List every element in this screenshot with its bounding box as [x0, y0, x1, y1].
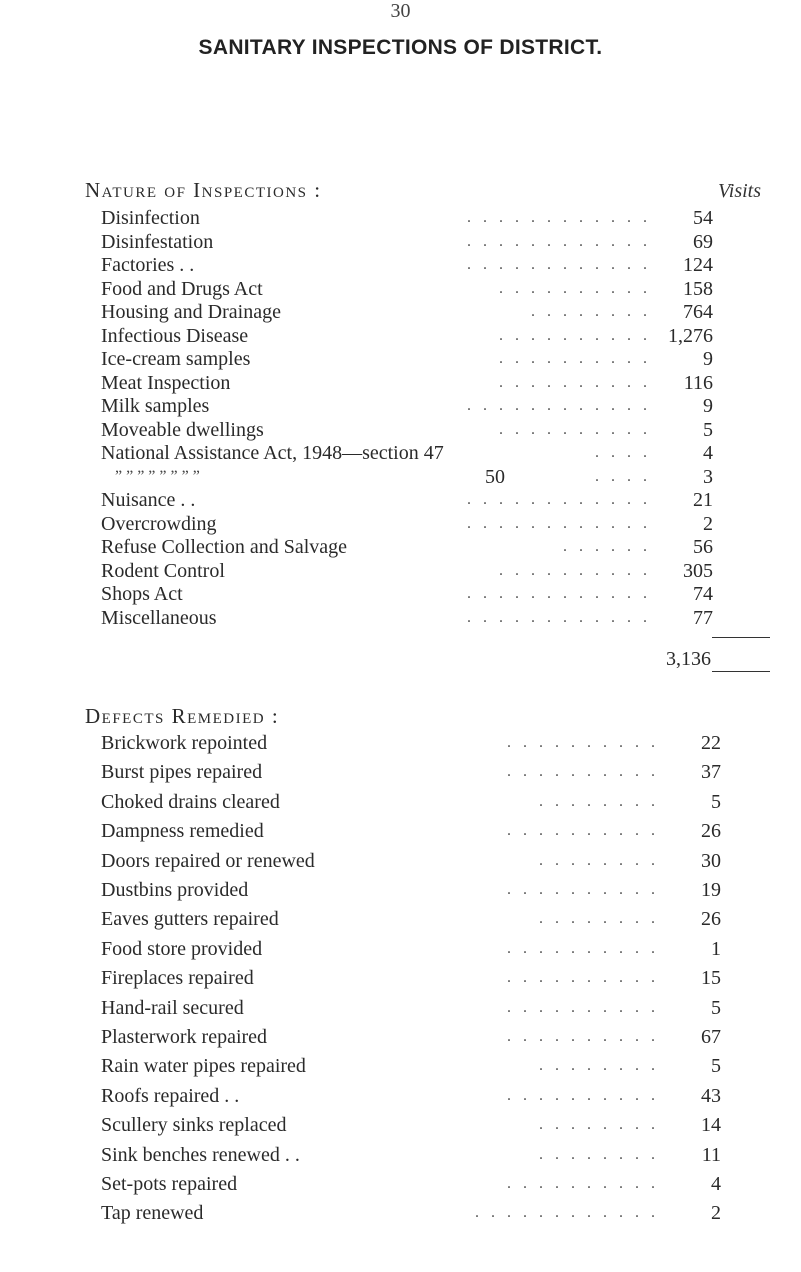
row-label: Rain water pipes repaired — [101, 1055, 306, 1078]
table-row — [101, 1114, 721, 1137]
visits-column-heading: Visits — [718, 180, 761, 202]
leader-dots: . . . . . . . . — [539, 910, 659, 928]
row-value: 77 — [693, 606, 713, 629]
leader-dots: . . . . . . . . . . . . — [467, 232, 651, 250]
row-value: 9 — [703, 395, 713, 417]
inspections-total: 3,136 — [666, 648, 711, 670]
leader-dots: . . . . . . . . — [539, 1057, 659, 1075]
leader-dots: . . . . . . . . . . — [507, 881, 659, 898]
row-label: Meat Inspection — [101, 371, 231, 394]
row-label: Plasterwork repaired — [101, 1026, 268, 1048]
leader-dots: . . . . . . . . . . . . — [467, 256, 651, 273]
table-row — [101, 820, 721, 843]
row-label: Fireplaces repaired — [101, 967, 254, 990]
table-row — [101, 790, 721, 813]
row-label: Choked drains cleared — [101, 790, 280, 813]
total-rule-bottom — [712, 671, 770, 672]
leader-dots: . . . . . . . . — [539, 792, 659, 810]
row-label: Set-pots repaired — [101, 1173, 238, 1195]
leader-dots: . . . . . . . . — [531, 303, 651, 320]
table-row — [101, 489, 711, 511]
row-value: 26 — [701, 908, 721, 931]
leader-dots: . . . . . . . . . . — [507, 1175, 659, 1192]
leader-dots: . . . . . . . . . . . . — [467, 397, 651, 414]
row-label: Overcrowding — [101, 512, 217, 535]
row-label: Tap renewed — [101, 1202, 204, 1225]
leader-dots: . . . . . . . . . . . . — [475, 1204, 659, 1222]
table-row — [101, 395, 711, 417]
leader-dots: . . . . . . . . . . — [507, 822, 659, 840]
row-label: Milk samples — [101, 395, 210, 417]
row-value: 69 — [693, 230, 713, 253]
table-row — [101, 442, 711, 464]
table-row — [101, 254, 711, 276]
leader-dots: . . . . — [595, 467, 651, 485]
table-row — [101, 536, 711, 558]
row-value: 305 — [683, 559, 713, 582]
table-row — [101, 1143, 721, 1166]
row-value: 4 — [703, 442, 713, 464]
row-value: 124 — [683, 254, 713, 276]
defects-heading: Defects Remedied : — [85, 704, 280, 728]
row-value: 15 — [701, 967, 721, 990]
row-label: National Assistance Act, 1948—section 47 — [101, 442, 444, 464]
row-label: Shops Act — [101, 583, 183, 605]
total-rule-top — [712, 637, 770, 638]
row-label: Sink benches renewed . . — [101, 1143, 300, 1166]
table-row — [101, 583, 711, 605]
leader-dots: . . . . . . . . . . . . — [467, 608, 651, 626]
leader-dots: . . . . . . . . — [539, 851, 659, 869]
row-label: Miscellaneous — [101, 606, 217, 629]
leader-dots: . . . . . . . . . . — [507, 1086, 659, 1104]
page-number: 30 — [390, 0, 411, 22]
table-row — [101, 761, 721, 784]
table-row — [101, 849, 721, 872]
row-label: Burst pipes repaired — [101, 761, 263, 784]
row-value: 74 — [693, 583, 713, 605]
row-label: Factories . . — [101, 254, 195, 276]
row-label: Infectious Disease — [101, 324, 249, 347]
table-row — [101, 908, 721, 931]
row-label: Dustbins provided — [101, 879, 249, 901]
row-label: Housing and Drainage — [101, 301, 281, 323]
row-label: Roofs repaired . . — [101, 1084, 240, 1107]
leader-dots: . . . . . . . . . . — [499, 373, 651, 391]
leader-dots: . . . . . . . . . . . . — [467, 491, 651, 508]
row-value: 19 — [701, 879, 721, 901]
row-label: Ice-cream samples — [101, 348, 251, 370]
row-label: Doors repaired or renewed — [101, 849, 315, 872]
row-label: Rodent Control — [101, 559, 225, 582]
row-label: Food store provided — [101, 937, 263, 960]
row-value: 1 — [711, 937, 721, 960]
row-value: 4 — [711, 1173, 721, 1195]
row-value: 764 — [683, 301, 713, 323]
table-row — [101, 466, 711, 488]
row-value: 54 — [693, 207, 713, 229]
row-value: 9 — [703, 348, 713, 370]
row-value: 2 — [703, 512, 713, 535]
leader-dots: . . . . . . . . . . — [499, 420, 651, 438]
leader-dots: . . . . . . . . . . — [499, 279, 651, 297]
table-row — [101, 607, 711, 629]
row-value: 14 — [701, 1114, 721, 1137]
row-value: 67 — [701, 1026, 721, 1048]
table-row — [101, 372, 711, 394]
row-label: Moveable dwellings — [101, 418, 264, 441]
leader-dots: . . . . . . . . — [539, 1116, 659, 1134]
row-value: 116 — [683, 371, 713, 394]
leader-dots: . . . . . . . . . . — [499, 326, 651, 344]
row-value: 2 — [711, 1202, 721, 1225]
row-value: 22 — [701, 732, 721, 754]
row-value: 26 — [701, 820, 721, 843]
row-value: 37 — [701, 761, 721, 784]
table-row — [101, 560, 711, 582]
leader-dots: . . . . . . . . . . — [499, 350, 651, 367]
table-row — [101, 301, 711, 323]
table-row — [101, 278, 711, 300]
leader-dots: . . . . . . . . . . — [507, 969, 659, 987]
page-title: SANITARY INSPECTIONS OF DISTRICT. — [198, 36, 603, 59]
row-value: 3 — [703, 465, 713, 488]
leader-dots: . . . . . . . . . . . . — [467, 585, 651, 602]
leader-dots: . . . . . . . . — [539, 1145, 659, 1163]
row-label: Disinfestation — [101, 230, 214, 253]
leader-dots: . . . . . . . . . . — [507, 998, 659, 1016]
table-row — [101, 1173, 721, 1195]
table-row — [101, 1202, 721, 1225]
leader-dots: . . . . — [595, 444, 651, 461]
table-row — [101, 937, 721, 960]
table-row — [101, 419, 711, 441]
row-value: 1,276 — [668, 324, 713, 347]
row-label: Refuse Collection and Salvage — [101, 536, 348, 558]
ditto-marks: ” ” ” ” ” ” ” ” — [115, 467, 200, 485]
row-label: Scullery sinks replaced — [101, 1114, 287, 1137]
row-value: 43 — [701, 1084, 721, 1107]
table-row — [101, 1026, 721, 1048]
row-label: Hand-rail secured — [101, 996, 244, 1019]
row-value: 5 — [711, 996, 721, 1019]
row-value: 11 — [701, 1143, 721, 1166]
leader-dots: . . . . . . . . . . — [507, 734, 659, 751]
table-row — [101, 207, 711, 229]
row-label: Eaves gutters repaired — [101, 908, 279, 931]
leader-dots: . . . . . . . . . . — [507, 763, 659, 781]
table-row — [101, 231, 711, 253]
leader-dots: . . . . . . . . . . — [507, 939, 659, 957]
leader-dots: . . . . . . — [563, 538, 651, 555]
table-row — [101, 967, 721, 990]
row-value: 5 — [711, 790, 721, 813]
row-value: 21 — [693, 489, 713, 511]
table-row — [101, 732, 721, 754]
table-row — [101, 996, 721, 1019]
row-value: 158 — [683, 277, 713, 300]
row-value: 5 — [703, 418, 713, 441]
row-label: Food and Drugs Act — [101, 277, 263, 300]
table-row — [101, 513, 711, 535]
leader-dots: . . . . . . . . . . . . — [467, 209, 651, 226]
table-row — [101, 879, 721, 901]
inspections-heading: Nature of Inspections : — [85, 178, 322, 202]
leader-dots: . . . . . . . . . . — [507, 1028, 659, 1045]
table-row — [101, 1055, 721, 1078]
leader-dots: . . . . . . . . . . . . — [467, 514, 651, 532]
row-label: Nuisance . . — [101, 489, 196, 511]
row-value: 56 — [693, 536, 713, 558]
row-label: Disinfection — [101, 207, 200, 229]
row-value: 5 — [711, 1055, 721, 1078]
table-row — [101, 348, 711, 370]
section-number: 50 — [485, 465, 505, 488]
row-label: Brickwork repointed — [101, 732, 268, 754]
row-label: Dampness remedied — [101, 820, 264, 843]
row-value: 30 — [701, 849, 721, 872]
leader-dots: . . . . . . . . . . — [499, 561, 651, 579]
table-row — [101, 325, 711, 347]
table-row — [101, 1084, 721, 1107]
